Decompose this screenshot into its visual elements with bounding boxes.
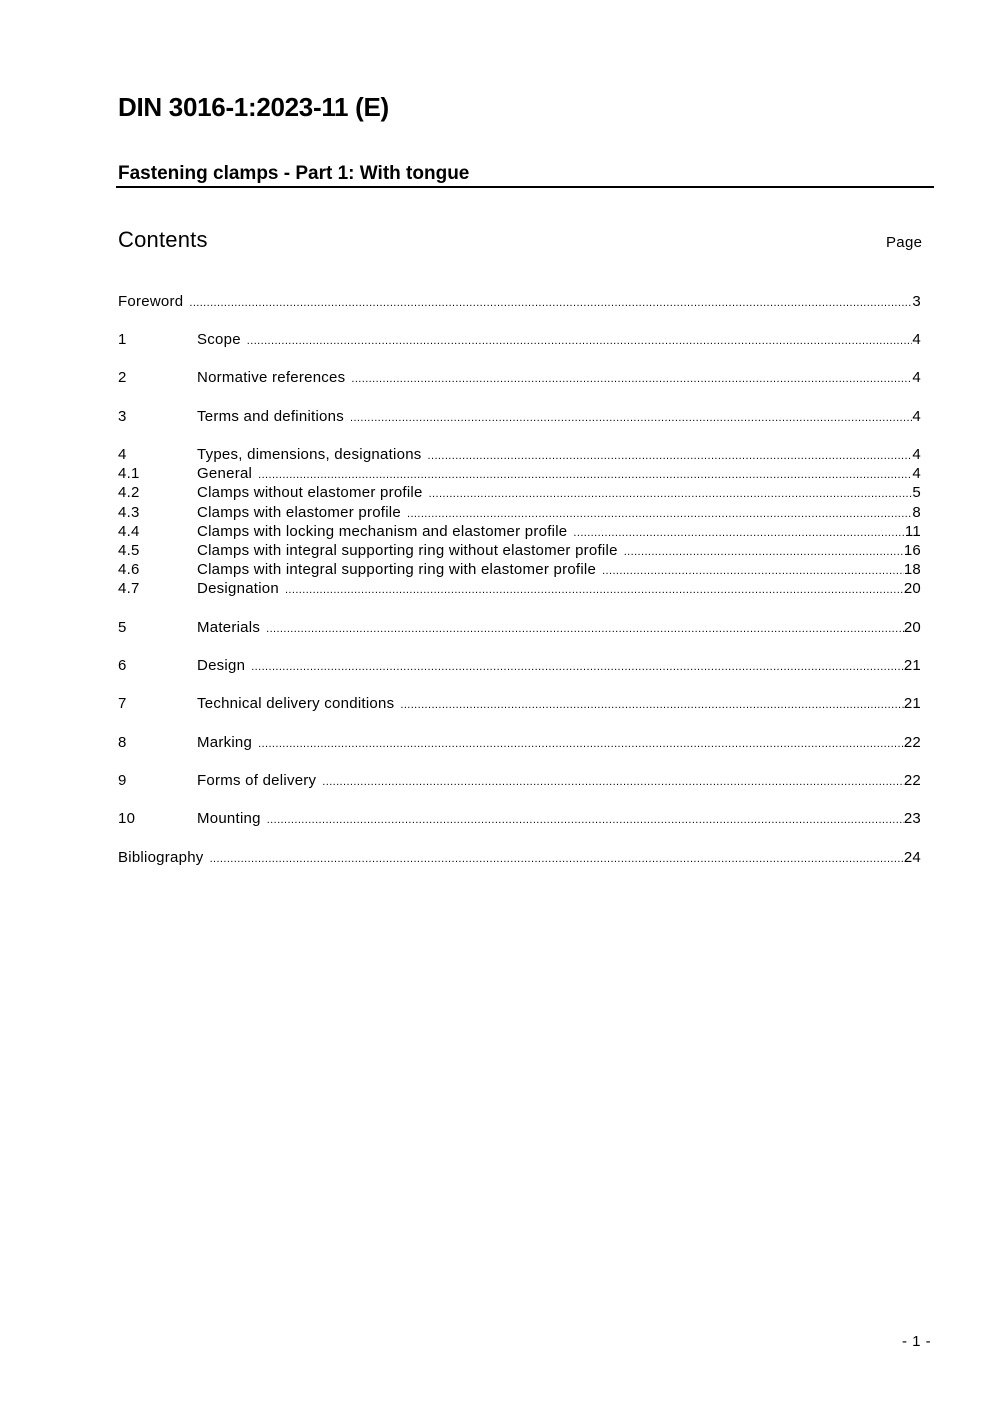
toc-leader — [267, 810, 904, 830]
toc-page: 8 — [912, 504, 921, 521]
toc-title: Normative references — [197, 369, 346, 386]
toc-leader — [400, 695, 903, 715]
toc-number: 4 — [118, 446, 127, 463]
toc-page: 20 — [903, 619, 921, 636]
toc-leader — [351, 369, 912, 389]
toc-number: 4.3 — [118, 504, 140, 521]
toc-title: Forms of delivery — [197, 772, 317, 789]
toc-page: 4 — [912, 446, 921, 463]
toc-leader — [322, 772, 904, 792]
toc-entry-scope[interactable] — [118, 330, 921, 350]
toc-page: 11 — [904, 523, 921, 540]
document-id: DIN 3016-1:2023-11 (E) — [118, 92, 389, 122]
toc-entry-foreword[interactable] — [118, 292, 921, 312]
toc-entry-normative-references[interactable] — [118, 368, 921, 388]
toc-title: Terms and definitions — [197, 408, 344, 425]
toc-entry-materials[interactable] — [118, 618, 921, 638]
toc-page: 22 — [903, 772, 921, 789]
toc-title: Marking — [197, 734, 253, 751]
toc-entry-general[interactable] — [118, 464, 921, 484]
title-divider — [116, 186, 934, 188]
toc-entry-clamps-locking-mechanism[interactable] — [118, 522, 921, 542]
toc-page: 22 — [903, 734, 921, 751]
toc-number: 1 — [118, 331, 127, 348]
toc-title: Types, dimensions, designations — [197, 446, 422, 463]
toc-entry-terms-and-definitions[interactable] — [118, 407, 921, 427]
toc-number: 4.2 — [118, 484, 140, 501]
toc-entry-clamps-without-elastomer[interactable] — [118, 483, 921, 503]
toc-title: Foreword — [118, 293, 184, 310]
toc-page: 3 — [912, 293, 921, 310]
toc-entry-mounting[interactable] — [118, 809, 921, 829]
contents-heading: Contents — [118, 227, 208, 252]
toc-title: Clamps with integral supporting ring with elastomer profile — [197, 561, 597, 578]
toc-title: Materials — [197, 619, 261, 636]
toc-number: 4.4 — [118, 523, 140, 540]
toc-leader — [407, 504, 912, 524]
toc-leader — [247, 331, 913, 351]
toc-page: 24 — [903, 849, 921, 866]
toc-title: Technical delivery conditions — [197, 695, 395, 712]
toc-leader — [624, 542, 904, 562]
toc-title: Clamps with elastomer profile — [197, 504, 401, 521]
toc-entry-designation[interactable] — [118, 579, 921, 599]
toc-leader — [258, 465, 912, 485]
toc-title: Scope — [197, 331, 241, 348]
toc-title: Bibliography — [118, 849, 204, 866]
toc-number: 4.1 — [118, 465, 140, 482]
toc-page: 16 — [903, 542, 921, 559]
page-column-label: Page — [886, 234, 923, 251]
toc-entry-bibliography[interactable] — [118, 848, 921, 868]
toc-entry-clamps-ring-with-elastomer[interactable] — [118, 560, 921, 580]
toc-title: Design — [197, 657, 246, 674]
toc-page: 4 — [912, 369, 921, 386]
toc-title: Designation — [197, 580, 279, 597]
toc-title: General — [197, 465, 253, 482]
toc-page: 20 — [903, 580, 921, 597]
toc-number: 4.5 — [118, 542, 140, 559]
toc-entry-clamps-ring-without-elastomer[interactable] — [118, 541, 921, 561]
toc-page: 4 — [912, 408, 921, 425]
toc-entry-technical-delivery[interactable] — [118, 694, 921, 714]
toc-number: 5 — [118, 619, 127, 636]
toc-title: Clamps without elastomer profile — [197, 484, 423, 501]
toc-title: Mounting — [197, 810, 261, 827]
toc-leader — [602, 561, 904, 581]
toc-title: Clamps with locking mechanism and elastomer profile — [197, 523, 568, 540]
toc-number: 9 — [118, 772, 127, 789]
toc-entry-design[interactable] — [118, 656, 921, 676]
toc-page: 4 — [912, 331, 921, 348]
toc-title: Clamps with integral supporting ring without elastomer profile — [197, 542, 618, 559]
toc-number: 4.6 — [118, 561, 140, 578]
toc-leader — [189, 293, 912, 313]
document-title: Fastening clamps - Part 1: With tongue — [118, 163, 470, 184]
toc-number: 6 — [118, 657, 127, 674]
toc-page: 18 — [903, 561, 921, 578]
toc-leader — [251, 657, 904, 677]
toc-page: 5 — [912, 484, 921, 501]
toc-page: 21 — [903, 657, 921, 674]
toc-leader — [285, 580, 904, 600]
toc-leader — [428, 446, 913, 466]
toc-entry-clamps-with-elastomer[interactable] — [118, 503, 921, 523]
toc-leader — [350, 408, 912, 428]
toc-leader — [429, 484, 913, 504]
toc-number: 10 — [118, 810, 136, 827]
toc-number: 4.7 — [118, 580, 140, 597]
toc-page: 4 — [912, 465, 921, 482]
toc-number: 3 — [118, 408, 127, 425]
toc-entry-forms-of-delivery[interactable] — [118, 771, 921, 791]
toc-number: 7 — [118, 695, 127, 712]
toc-number: 8 — [118, 734, 127, 751]
toc-entry-types-dimensions[interactable] — [118, 445, 921, 465]
toc-page: 23 — [903, 810, 921, 827]
toc-leader — [573, 523, 905, 543]
toc-entry-marking[interactable] — [118, 733, 921, 753]
page-number-footer: - 1 - — [902, 1333, 932, 1350]
toc-leader — [258, 734, 904, 754]
toc-leader — [266, 619, 904, 639]
toc-leader — [210, 849, 904, 869]
toc-number: 2 — [118, 369, 127, 386]
toc-page: 21 — [903, 695, 921, 712]
